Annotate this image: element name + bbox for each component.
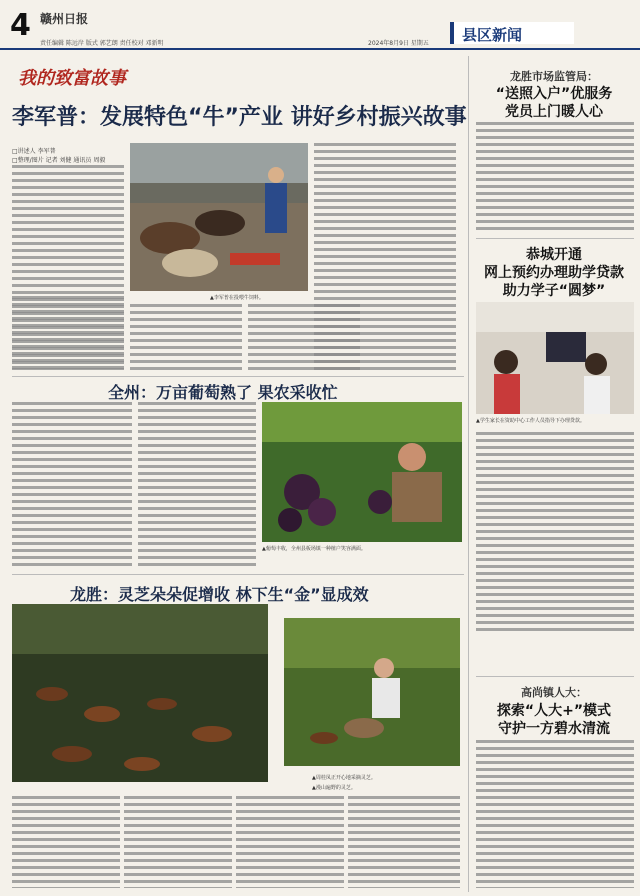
feature-text-column [314,143,456,372]
grape-text-column [138,402,256,570]
lingzhi-caption-field: ▲漫山遍野的灵芝。 [312,785,356,791]
sidebar-divider [468,56,469,892]
lingzhi-text-column [124,796,232,888]
sidebar-story1-text [476,122,634,234]
lingzhi-text-column [348,796,460,888]
divider [476,676,634,677]
lingzhi-text-column [12,796,120,888]
page-number: 4 [10,8,31,43]
section-label [450,22,574,44]
loan-office-photo [476,302,634,414]
grape-photo [262,402,462,542]
sidebar-story2-text [476,432,634,632]
lingzhi-text-column [236,796,344,888]
lingzhi-harvest-photo [284,618,460,766]
editor-credits: 责任编辑 陈远岸 版式 郭艺朗 责任校对 邓新明 [40,40,164,47]
paper-name: 赣州日报 [40,12,89,26]
cattle-photo [130,143,308,291]
sidebar-story2-kicker: 恭城开通 [526,247,582,263]
byline-narrator: □讲述人 李军普 [12,148,56,155]
loan-photo-caption: ▲学生家长在资助中心工作人员指导下办理贷款。 [476,418,585,424]
cattle-caption: ▲李军普在投喂牛饲料。 [210,295,264,301]
sidebar-story2-title-1: 网上预约办理助学贷款 [484,265,624,281]
grape-text-column [12,402,132,570]
byline-reporter: □整理/图片 记者 刘健 通讯员 周毅 [12,157,106,164]
feature-headline: 李军普：发展特色“牛”产业 讲好乡村振兴故事 [12,105,467,130]
sidebar-story1-kicker: 龙胜市场监管局： [510,70,598,83]
grape-caption: ▲葡萄丰收，全州县板场镇一种植户笑容满面。 [262,546,366,552]
feature-text-column [130,304,242,372]
divider [476,238,634,239]
lingzhi-headline: 龙胜：灵芝朵朵促增收 林下生“金”显成效 [70,585,369,604]
divider [12,574,464,575]
section-title: 县区新闻 [462,26,523,44]
grape-headline: 全州：万亩葡萄熟了 果农采收忙 [108,383,338,402]
issue-date: 2024年8月9日 星期五 [368,40,429,47]
feature-text-column [12,296,124,371]
sidebar-story3-kicker: 高尚镇人大： [521,686,587,699]
sidebar-story3-title-1: 探索“人大+”模式 [496,703,612,719]
feature-byline [12,147,105,165]
sidebar-story2-title-2: 助力学子“圆梦” [502,283,606,299]
series-title: 我的致富故事 [18,68,126,89]
sidebar-story1-title-1: “送照入户”优服务 [495,86,613,102]
sidebar-story3-title-2: 守护一方碧水清流 [498,721,610,737]
lingzhi-photo [12,604,268,782]
divider [12,376,464,377]
lingzhi-caption-harvest: ▲周桂凤正开心地采摘灵芝。 [312,775,376,781]
sidebar-story1-title-2: 党员上门暖人心 [505,104,603,120]
sidebar-story3-text [476,740,634,888]
